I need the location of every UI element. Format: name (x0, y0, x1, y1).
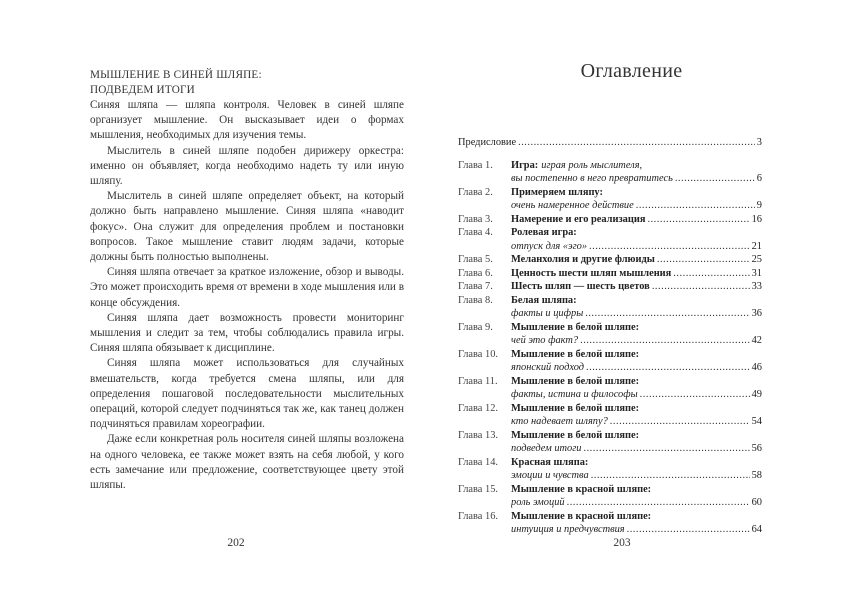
chapter-subtitle: эмоции и чувства (511, 470, 589, 481)
toc-page-number: 46 (751, 362, 762, 373)
toc-entry-chapter[interactable] (458, 226, 762, 253)
chapter-subtitle: очень намеренное действие (511, 200, 634, 211)
chapter-label: Глава 15. (458, 483, 498, 495)
chapter-label: Глава 14. (458, 456, 498, 468)
leader-dots (586, 361, 750, 375)
chapter-subtitle: роль эмоций (511, 497, 565, 508)
leader-dots (518, 136, 755, 150)
leader-dots (610, 415, 750, 429)
leader-dots (589, 240, 750, 254)
leader-dots (652, 280, 750, 294)
table-of-contents (458, 136, 762, 537)
toc-entry-chapter[interactable] (458, 267, 762, 281)
toc-entry-chapter[interactable] (458, 348, 762, 375)
toc-entry-title: Предисловие (458, 137, 517, 148)
paragraph: Даже если конкретная роль носителя синей шляпы возложена на одного человека, ее также может взять на себя любой, у кого есть замечание или предложение, соответствующее цвету этой шляпы. (90, 433, 404, 492)
chapter-title: Игра: (511, 159, 539, 171)
chapter-subtitle: факты, истина и философы (511, 389, 638, 400)
chapter-title: Намерение и его реализация (511, 213, 646, 225)
chapter-label: Глава 5. (458, 254, 493, 265)
chapter-label: Глава 2. (458, 186, 493, 198)
chapter-title: Шесть шляп — шесть цветов (511, 281, 650, 292)
chapter-title: Ценность шести шляп мышления (511, 267, 672, 279)
toc-entry-chapter[interactable] (458, 280, 762, 294)
chapter-label: Глава 10. (458, 348, 498, 360)
leader-dots (585, 307, 749, 321)
toc-entry-chapter[interactable] (458, 402, 762, 429)
toc-page-number: 56 (751, 443, 762, 454)
chapter-subtitle: интуиция и предчувствия (511, 524, 625, 535)
chapter-label: Глава 8. (458, 294, 493, 306)
chapter-title: Мышление в белой шляпе: (511, 375, 640, 387)
chapter-label: Глава 1. (458, 159, 493, 171)
paragraph: Мыслитель в синей шляпе определяет объект, на который должно быть направлено мышление. Синяя шляпа «наводит фокус». Она служит для определения проблем и постановки вопросов. Такое мышление ставит людям задачи, которые должны быть полностью выполнены. (90, 190, 404, 264)
chapter-subtitle: вы постепенно в него превратитесь (511, 173, 673, 184)
chapter-label: Глава 4. (458, 227, 493, 238)
toc-page-number: 54 (751, 416, 762, 427)
page-number: 203 (613, 537, 631, 549)
toc-entry-chapter[interactable] (458, 321, 762, 348)
toc-entry-chapter[interactable] (458, 483, 762, 510)
leader-dots (636, 199, 755, 213)
paragraph: Синяя шляпа отвечает за краткое изложение, обзор и выводы. Это может происходить время от времени в ходе мышления или в конце обсуждения. (90, 266, 404, 309)
toc-page-number: 33 (751, 281, 762, 292)
toc-page-number: 36 (751, 308, 762, 319)
leader-dots (591, 469, 750, 483)
chapter-subtitle: японский подход (511, 362, 585, 373)
chapter-label: Глава 12. (458, 402, 498, 414)
toc-page-number: 6 (756, 173, 762, 184)
chapter-label: Глава 3. (458, 213, 493, 225)
toc-page-number: 60 (751, 497, 762, 508)
running-head (90, 68, 410, 97)
running-head-line-2: ПОДВЕДЕМ ИТОГИ (90, 83, 195, 96)
toc-page-number: 42 (751, 335, 762, 346)
chapter-title: Красная шляпа: (511, 456, 589, 468)
chapter-title: Мышление в красной шляпе: (511, 510, 652, 522)
toc-entry-chapter[interactable] (458, 186, 762, 213)
body-text (90, 98, 404, 493)
chapter-title: Примеряем шляпу: (511, 186, 603, 198)
toc-page-number: 9 (756, 200, 762, 211)
toc-entry-chapter[interactable] (458, 213, 762, 227)
toc-page-number: 49 (751, 389, 762, 400)
chapter-label: Глава 7. (458, 281, 493, 292)
right-page (421, 0, 842, 595)
leader-dots (580, 334, 750, 348)
paragraph: Мыслитель в синей шляпе подобен дирижеру оркестра: именно он объявляет, когда необходимо надеть ту или иную шляпу. (90, 144, 404, 188)
chapter-title: Мышление в белой шляпе: (511, 348, 640, 360)
leader-dots (673, 267, 749, 281)
paragraph: Синяя шляпа дает возможность провести мониторинг мышления и следит за тем, чтобы соблюдались правила игры. Синяя шляпа обязывает к дисциплине. (90, 311, 404, 355)
toc-page-number: 64 (751, 524, 762, 535)
chapter-label: Глава 9. (458, 321, 493, 333)
toc-page-number: 58 (751, 470, 762, 481)
chapter-subtitle: играя роль мыслителя, (541, 159, 643, 171)
toc-entry-chapter[interactable] (458, 253, 762, 267)
leader-dots (583, 442, 749, 456)
chapter-label: Глава 13. (458, 429, 498, 441)
chapter-subtitle: отпуск для «эго» (511, 240, 588, 252)
leader-dots (647, 213, 749, 227)
chapter-title: Мышление в белой шляпе: (511, 429, 640, 441)
toc-entry-chapter[interactable] (458, 510, 762, 537)
chapter-title: Ролевая игра: (511, 227, 577, 238)
chapter-subtitle: факты и цифры (511, 308, 584, 319)
paragraph: Синяя шляпа — шляпа контроля. Человек в синей шляпе организует мышление. Он высказывает идеи о формах мышления, необходимых для изучения темы. (90, 99, 404, 142)
chapter-title: Мышление в белой шляпе: (511, 402, 640, 414)
chapter-label: Глава 16. (458, 510, 498, 522)
leader-dots (627, 523, 750, 537)
toc-entry-chapter[interactable] (458, 429, 762, 456)
page-number: 202 (227, 537, 245, 549)
toc-page-number: 31 (751, 267, 762, 279)
toc-page-number: 25 (751, 254, 762, 265)
chapter-subtitle: подведем итоги (511, 443, 582, 454)
toc-entry-chapter[interactable] (458, 456, 762, 483)
toc-entry-chapter[interactable] (458, 294, 762, 321)
running-head-line-1: МЫШЛЕНИЕ В СИНЕЙ ШЛЯПЕ: (90, 69, 262, 81)
chapter-title: Мышление в красной шляпе: (511, 483, 652, 495)
leader-dots (675, 172, 755, 186)
toc-entry-chapter[interactable] (458, 375, 762, 402)
chapter-subtitle: чей это факт? (511, 335, 579, 346)
chapter-label: Глава 6. (458, 267, 493, 279)
chapter-label: Глава 11. (458, 375, 498, 387)
paragraph: Синяя шляпа может использоваться для случайных вмешательств, когда требуется смена шляпы, или для определения пошаговой последовательности мыслительных операций, которой следует подчиняться так же, как танец должен подчиняться правилам хореографии. (90, 357, 404, 431)
chapter-subtitle: кто надевает шляпу? (511, 416, 608, 427)
chapter-title: Мышление в белой шляпе: (511, 321, 640, 333)
leader-dots (567, 496, 750, 510)
leader-dots (657, 253, 750, 267)
toc-page-number: 3 (756, 137, 762, 148)
leader-dots (640, 388, 750, 402)
toc-page-number: 21 (751, 240, 762, 252)
toc-title: Оглавление (580, 60, 683, 82)
toc-entry-preface[interactable] (458, 136, 762, 150)
chapter-title: Меланхолия и другие флюиды (511, 254, 655, 265)
toc-entry-chapter[interactable] (458, 159, 762, 186)
chapter-title: Белая шляпа: (511, 294, 577, 306)
toc-page-number: 16 (751, 213, 762, 225)
